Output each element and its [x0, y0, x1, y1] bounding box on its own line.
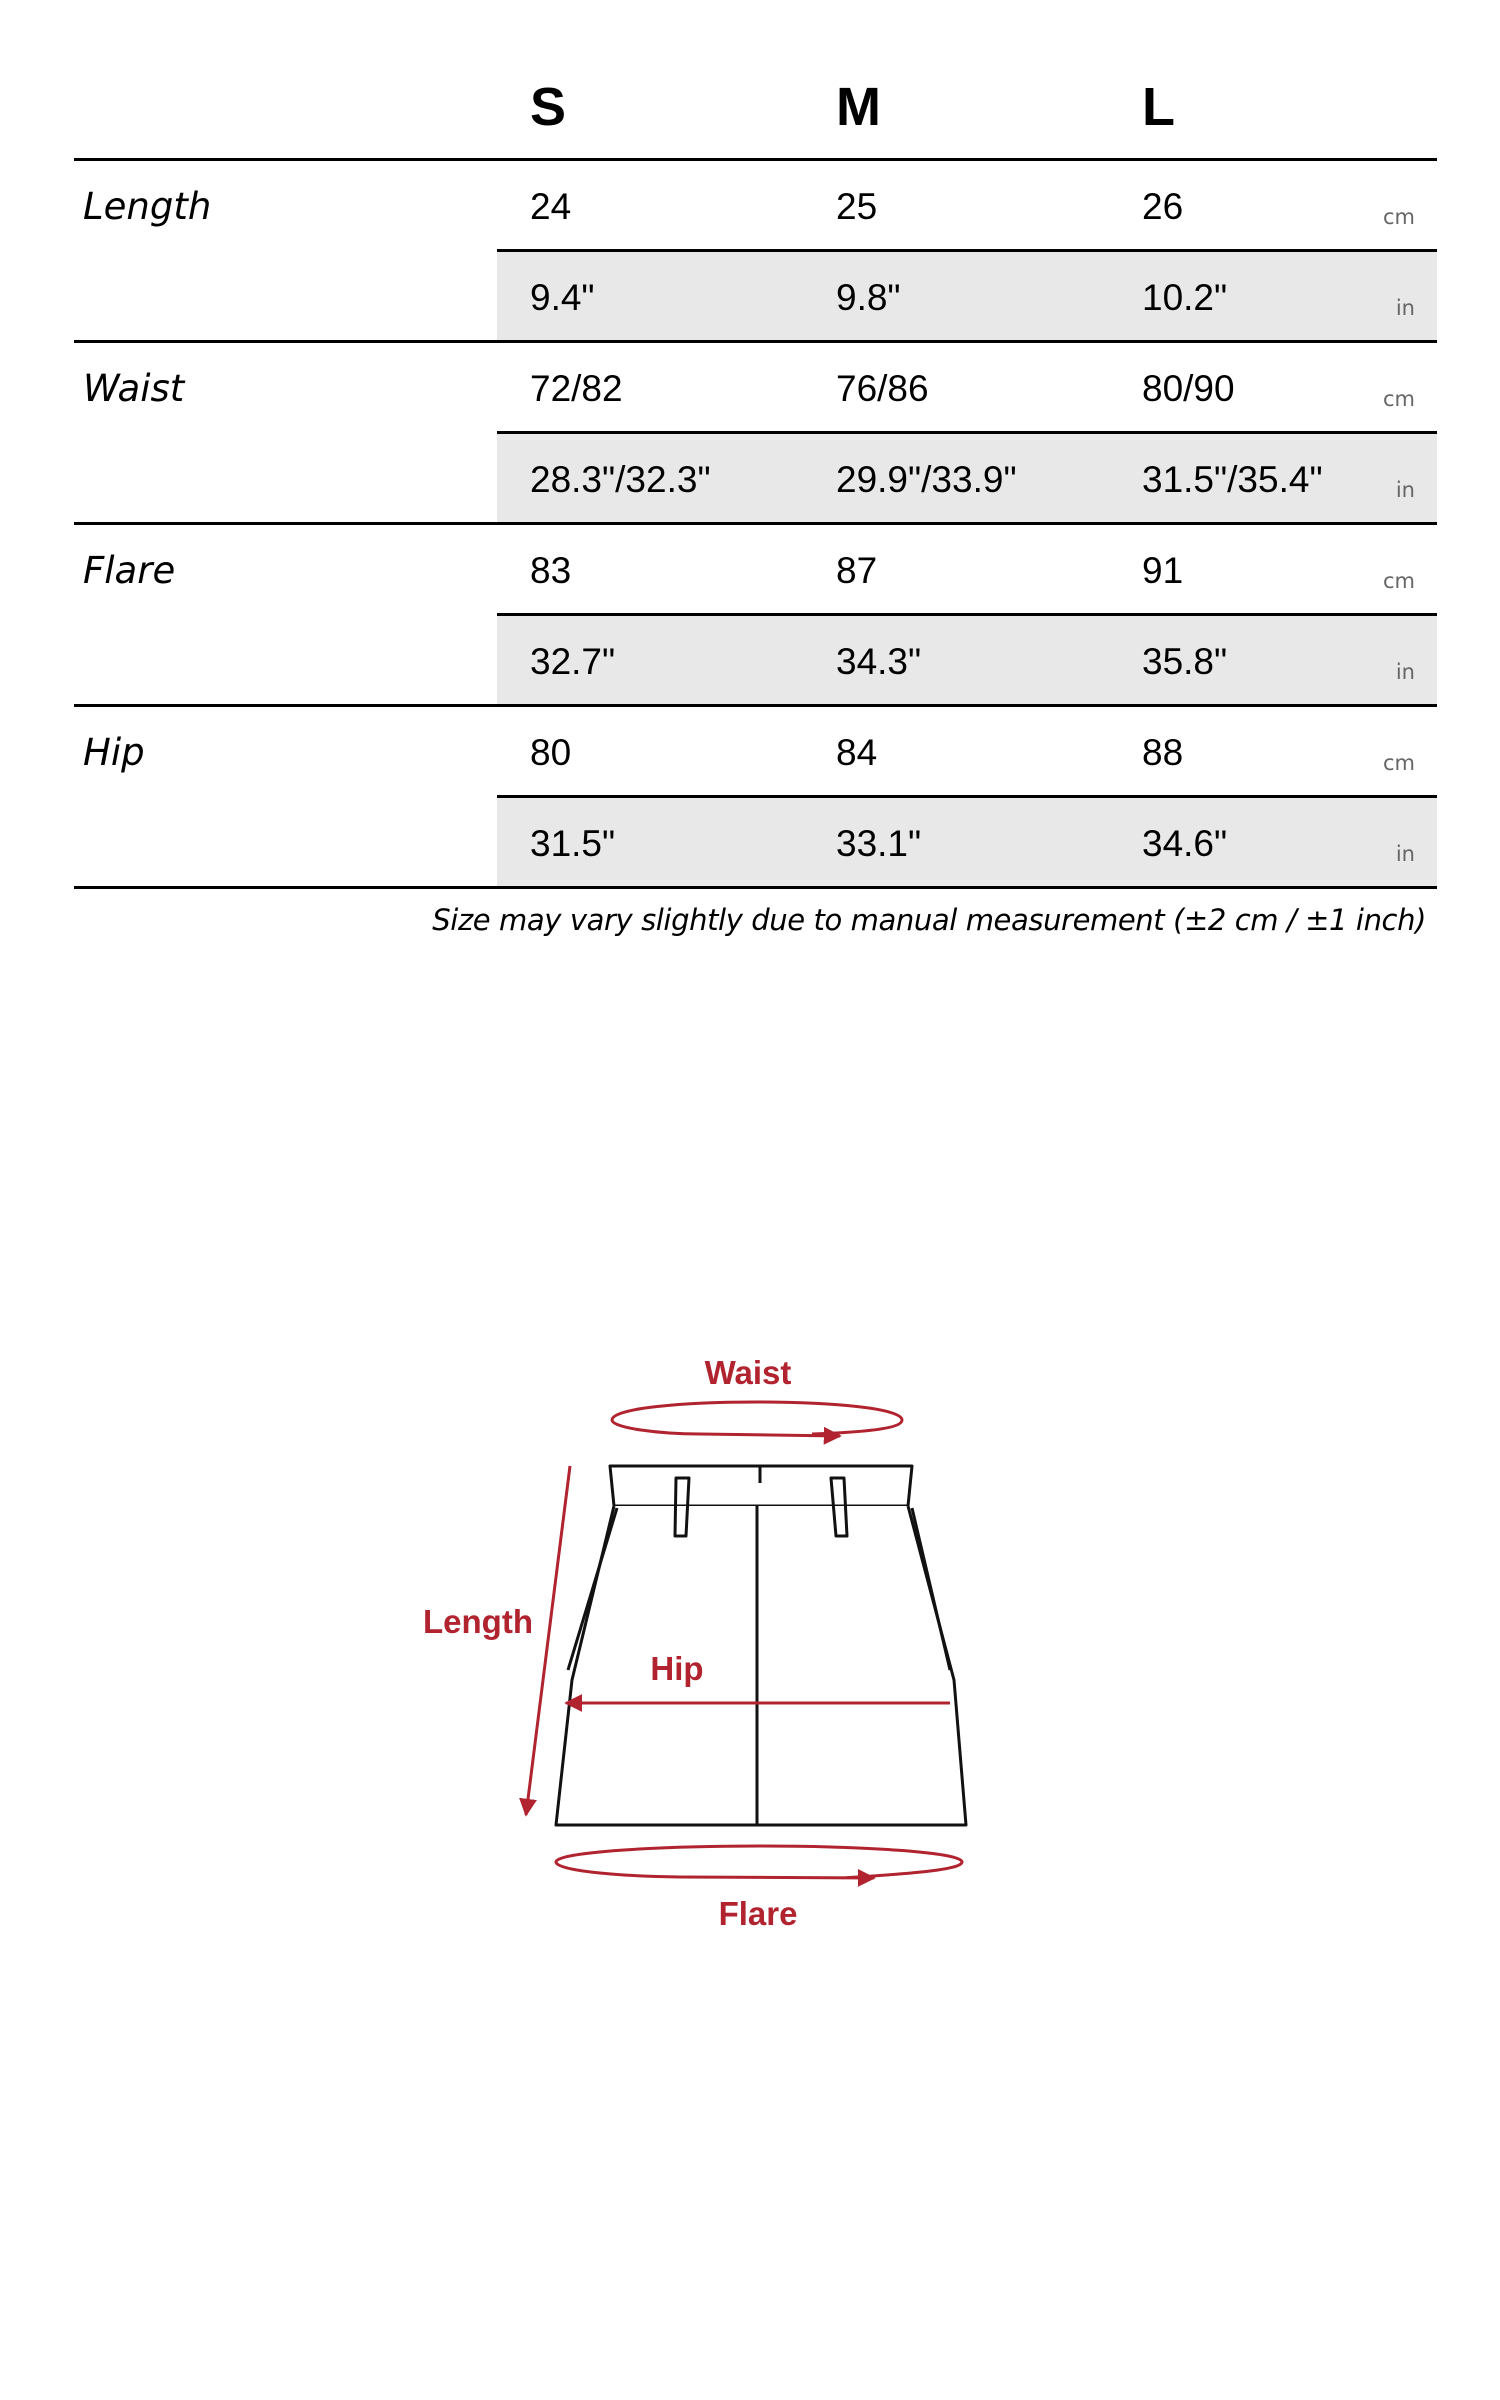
cell-in: 10.2"	[1142, 277, 1228, 318]
waist-indicator	[612, 1354, 902, 1436]
cell-cm: 91	[1142, 550, 1184, 591]
cell-cm: 87	[836, 550, 878, 591]
size-header-s: S	[530, 77, 567, 137]
cell-in: 31.5"/35.4"	[1142, 459, 1323, 500]
cell-in: 32.7"	[530, 641, 616, 682]
skirt-outline	[556, 1466, 966, 1825]
cell-cm: 80/90	[1142, 368, 1235, 409]
table-rule	[74, 340, 1437, 343]
cell-in: 34.3"	[836, 641, 922, 682]
row-label-length: Length	[83, 185, 212, 228]
row-label-hip: Hip	[83, 731, 145, 774]
unit-in: in	[1395, 660, 1415, 684]
unit-cm: cm	[1382, 569, 1415, 593]
cell-in: 35.8"	[1142, 641, 1228, 682]
table-rule	[74, 522, 1437, 525]
waist-label: Waist	[704, 1354, 792, 1391]
table-rule	[497, 431, 1437, 434]
cell-cm: 84	[836, 732, 878, 773]
row-label-flare: Flare	[83, 549, 176, 592]
row-label-waist: Waist	[83, 367, 185, 410]
inch-row-bg	[497, 616, 1437, 706]
table-rule	[497, 795, 1437, 798]
table-rule	[74, 704, 1437, 707]
cell-cm: 25	[836, 186, 878, 227]
cell-cm: 72/82	[530, 368, 623, 409]
table-rule	[74, 158, 1437, 161]
cell-cm: 76/86	[836, 368, 929, 409]
cell-in: 9.4"	[530, 277, 595, 318]
table-rule	[74, 886, 1437, 889]
size-header-m: M	[836, 77, 881, 137]
flare-indicator	[556, 1846, 962, 1932]
unit-cm: cm	[1382, 387, 1415, 411]
table-rule	[497, 249, 1437, 252]
cell-cm: 24	[530, 186, 572, 227]
unit-in: in	[1395, 296, 1415, 320]
cell-in: 31.5"	[530, 823, 616, 864]
cell-cm: 83	[530, 550, 572, 591]
cell-cm: 26	[1142, 186, 1184, 227]
cell-in: 9.8"	[836, 277, 901, 318]
size-header-l: L	[1142, 77, 1175, 137]
cell-in: 33.1"	[836, 823, 922, 864]
unit-in: in	[1395, 478, 1415, 502]
cell-in: 28.3"/32.3"	[530, 459, 711, 500]
cell-in: 34.6"	[1142, 823, 1228, 864]
cell-cm: 80	[530, 732, 572, 773]
inch-row-bg	[497, 798, 1437, 888]
unit-in: in	[1395, 842, 1415, 866]
unit-cm: cm	[1382, 751, 1415, 775]
measurement-note: Size may vary slightly due to manual measurement (±2 cm / ±1 inch)	[432, 903, 1426, 937]
length-indicator	[423, 1466, 570, 1815]
table-rule	[497, 613, 1437, 616]
length-label: Length	[423, 1603, 533, 1640]
cell-in: 29.9"/33.9"	[836, 459, 1017, 500]
flare-label: Flare	[718, 1895, 798, 1932]
hip-label: Hip	[650, 1650, 704, 1687]
unit-cm: cm	[1382, 205, 1415, 229]
skirt-measurement-diagram	[0, 1280, 1500, 1960]
cell-cm: 88	[1142, 732, 1184, 773]
inch-row-bg	[497, 252, 1437, 342]
